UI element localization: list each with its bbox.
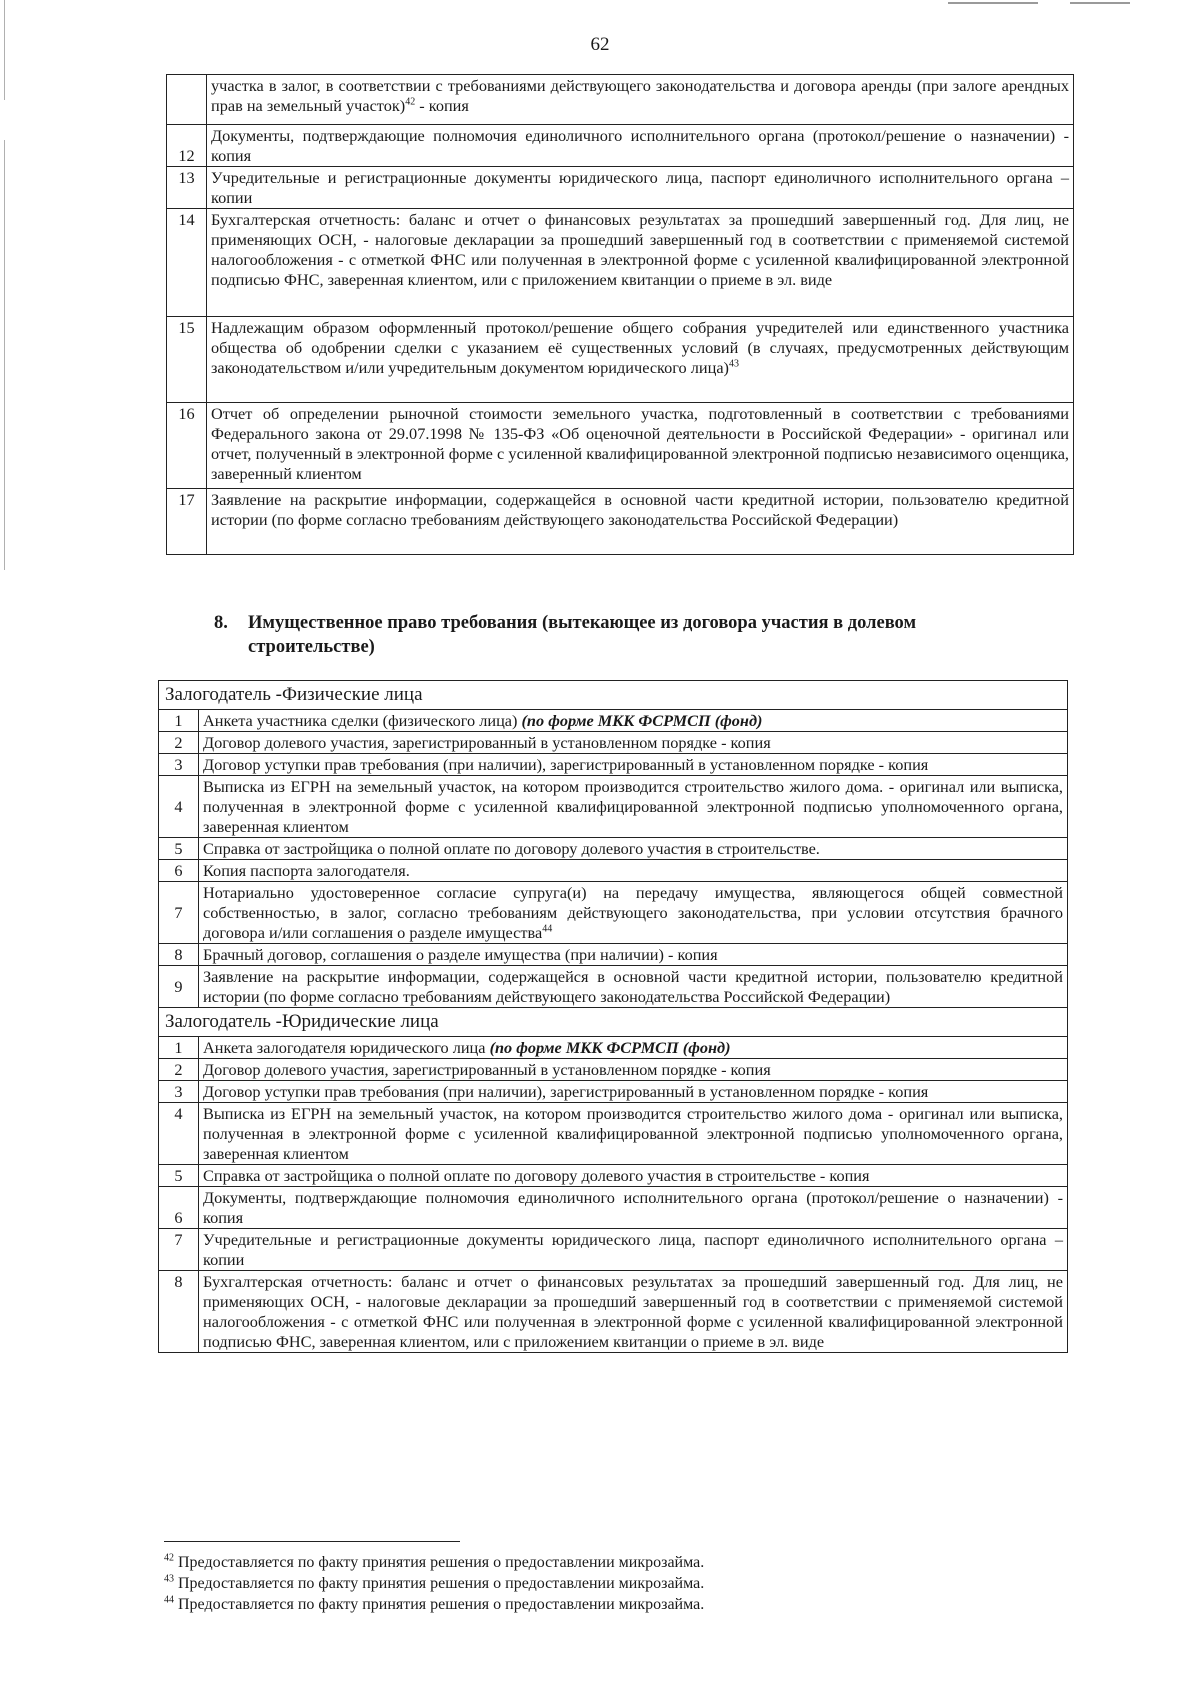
table-row: [159, 1037, 1068, 1059]
footnotes: [164, 1552, 1064, 1615]
table-row: [159, 1103, 1068, 1165]
row-text: участка в залог, в соответствии с требованиями действующего законодательства и договора аренды (при залоге арендных прав на земельный участок)$^{42}$ - копия: [207, 75, 1074, 125]
table-row: [159, 776, 1068, 838]
row-text: Заявление на раскрытие информации, содержащейся в основной части кредитной истории, пользователю кредитной истории (по форме согласно требованиям действующего законодательства Российской Федерации): [199, 966, 1068, 1008]
table-row: [167, 489, 1074, 555]
row-text: Учредительные и регистрационные документы юридического лица, паспорт единоличного исполнительного органа – копии: [207, 167, 1074, 209]
table-row: [167, 167, 1074, 209]
row-text: Брачный договор, соглашения о разделе имущества (при наличии) - копия: [199, 944, 1068, 966]
table-row: [159, 1081, 1068, 1103]
pledge-documents-table: [158, 680, 1068, 1353]
row-number: 2: [159, 1059, 199, 1081]
footnote: $^{43}$ Предоставляется по факту принятия решения о предоставлении микрозайма.: [164, 1573, 705, 1592]
table-row: [159, 1229, 1068, 1271]
row-text: Анкета залогодателя юридического лица (по форме МКК ФСРМСП (фонд): [199, 1037, 1068, 1059]
form-note: (по форме МКК ФСРМСП (фонд): [521, 711, 763, 730]
row-text: Надлежащим образом оформленный протокол/решение общего собрания учредителей или единственного участника общества об одобрении сделки с указанием её существенных условий (в случаях, предусмотренных действующим законодательством и/или учредительным документом юридического лица)$^{43}$: [207, 317, 1074, 403]
row-number: 3: [159, 1081, 199, 1103]
table-row: [159, 710, 1068, 732]
scan-mark: [1070, 2, 1130, 4]
table-row: [159, 882, 1068, 944]
table-row: [167, 317, 1074, 403]
group-title-legal-entities: Залогодатель -Юридические лица: [159, 1008, 1068, 1037]
table-row: [159, 1271, 1068, 1353]
footnote-separator: [164, 1541, 460, 1542]
row-number: 14: [167, 209, 207, 317]
section-number: 8.: [214, 613, 228, 633]
row-text: Договор уступки прав требования (при наличии), зарегистрированный в установленном порядке - копия: [199, 1081, 1068, 1103]
row-number: 3: [159, 754, 199, 776]
table-row: [167, 75, 1074, 125]
footnote: $^{44}$ Предоставляется по факту принятия решения о предоставлении микрозайма.: [164, 1594, 705, 1613]
table-row: [159, 732, 1068, 754]
row-number: 5: [159, 838, 199, 860]
section-title-line1: Имущественное право требования (вытекающее из договора участия в долевом: [248, 613, 917, 633]
row-number: 8: [159, 1271, 199, 1353]
row-text: Бухгалтерская отчетность: баланс и отчет о финансовых результатах за прошедший завершенный год. Для лиц, не применяющих ОСН, - налоговые декларации за прошедший завершенный год в соответствии с применяемой системой налогообложения - с отметкой ФНС или полученная в электронной форме с усиленной квалифицированной электронной подписью ФНС, заверенная клиентом, или с приложением квитанции о приеме в эл. виде: [199, 1271, 1068, 1353]
row-number: 6: [159, 860, 199, 882]
row-text: Договор долевого участия, зарегистрированный в установленном порядке - копия: [199, 1059, 1068, 1081]
row-number: 8: [159, 944, 199, 966]
table-row: [167, 125, 1074, 167]
row-text: Заявление на раскрытие информации, содержащейся в основной части кредитной истории, пользователю кредитной истории (по форме согласно требованиям действующего законодательства Российской Федерации): [207, 489, 1074, 555]
row-number: [167, 75, 207, 125]
table-row: [159, 754, 1068, 776]
row-number: 4: [159, 1103, 199, 1165]
table-row: [167, 403, 1074, 489]
row-number: 2: [159, 732, 199, 754]
row-number: 17: [167, 489, 207, 555]
row-text: Выписка из ЕГРН на земельный участок, на котором производится строительство жилого дома. - оригинал или выписка, полученная в электронной форме с усиленной квалифицированной электронной подписью уполномоченного органа, заверенная клиентом: [199, 776, 1068, 838]
table-row: [159, 1187, 1068, 1229]
row-text: Справка от застройщика о полной оплате по договору долевого участия в строительстве - копия: [199, 1165, 1068, 1187]
row-text: Документы, подтверждающие полномочия единоличного исполнительного органа (протокол/решение о назначении) - копия: [207, 125, 1074, 167]
page-number: 62: [590, 34, 610, 55]
row-number: 13: [167, 167, 207, 209]
table-row: [167, 209, 1074, 317]
group-header-row: [159, 681, 1068, 710]
row-text: Договор долевого участия, зарегистрированный в установленном порядке - копия: [199, 732, 1068, 754]
row-number: 4: [159, 776, 199, 838]
row-number: 15: [167, 317, 207, 403]
table-row: [159, 860, 1068, 882]
row-text: Учредительные и регистрационные документы юридического лица, паспорт единоличного исполнительного органа – копии: [199, 1229, 1068, 1271]
row-text: Бухгалтерская отчетность: баланс и отчет о финансовых результатах за прошедший завершенный год. Для лиц, не применяющих ОСН, - налоговые декларации за прошедший завершенный год в соответствии с применяемой системой налогообложения - с отметкой ФНС или полученная в электронной форме с усиленной квалифицированной электронной подписью ФНС, заверенная клиентом, или с приложением квитанции о приеме в эл. виде: [207, 209, 1074, 317]
scan-edge-mark: [4, 140, 5, 570]
row-text: Выписка из ЕГРН на земельный участок, на котором производится строительство жилого дома - оригинал или выписка, полученная в электронной форме с усиленной квалифицированной электронной подписью уполномоченного органа, заверенная клиентом: [199, 1103, 1068, 1165]
table-row: [159, 838, 1068, 860]
row-number: 6: [159, 1187, 199, 1229]
row-number: 5: [159, 1165, 199, 1187]
scan-mark: [948, 2, 1038, 4]
row-text: Документы, подтверждающие полномочия единоличного исполнительного органа (протокол/решение о назначении) - копия: [199, 1187, 1068, 1229]
row-number: 12: [167, 125, 207, 167]
row-number: 1: [159, 710, 199, 732]
group-title-individuals: Залогодатель -Физические лица: [159, 681, 1068, 710]
group-header-row: [159, 1008, 1068, 1037]
row-text: Нотариально удостоверенное согласие супруга(и) на передачу имущества, являющегося общей совместной собственностью, в залог, согласно требованиям действующего законодательства, при условии отсутствия брачного договора и/или соглашения о разделе имущества$^{44}$: [199, 882, 1068, 944]
scan-artifact: [0, 0, 1200, 14]
row-number: 7: [159, 882, 199, 944]
row-text: Анкета участника сделки (физического лица) (по форме МКК ФСРМСП (фонд): [199, 710, 1068, 732]
row-text: Отчет об определении рыночной стоимости земельного участка, подготовленный в соответствии с требованиями Федерального закона от 29.07.1998 № 135-ФЗ «Об оценочной деятельности в Российской Федерации» - оригинал или отчет, полученный в электронной форме с усиленной квалифицированной электронной подписью независимого оценщика, заверенный клиентом: [207, 403, 1074, 489]
row-text: Справка от застройщика о полной оплате по договору долевого участия в строительстве.: [199, 838, 1068, 860]
row-number: 1: [159, 1037, 199, 1059]
row-number: 9: [159, 966, 199, 1008]
table-row: [159, 1059, 1068, 1081]
row-text: Договор уступки прав требования (при наличии), зарегистрированный в установленном порядке - копия: [199, 754, 1068, 776]
table-row: [159, 966, 1068, 1008]
row-text: Копия паспорта залогодателя.: [199, 860, 1068, 882]
documents-table-continued: [166, 74, 1074, 555]
row-number: 7: [159, 1229, 199, 1271]
section-title-line2: строительстве): [248, 637, 375, 657]
row-number: 16: [167, 403, 207, 489]
section-heading: [214, 611, 1074, 659]
table-row: [159, 944, 1068, 966]
footnote: $^{42}$ Предоставляется по факту принятия решения о предоставлении микрозайма.: [164, 1552, 705, 1571]
form-note: (по форме МКК ФСРМСП (фонд): [489, 1038, 731, 1057]
table-row: [159, 1165, 1068, 1187]
